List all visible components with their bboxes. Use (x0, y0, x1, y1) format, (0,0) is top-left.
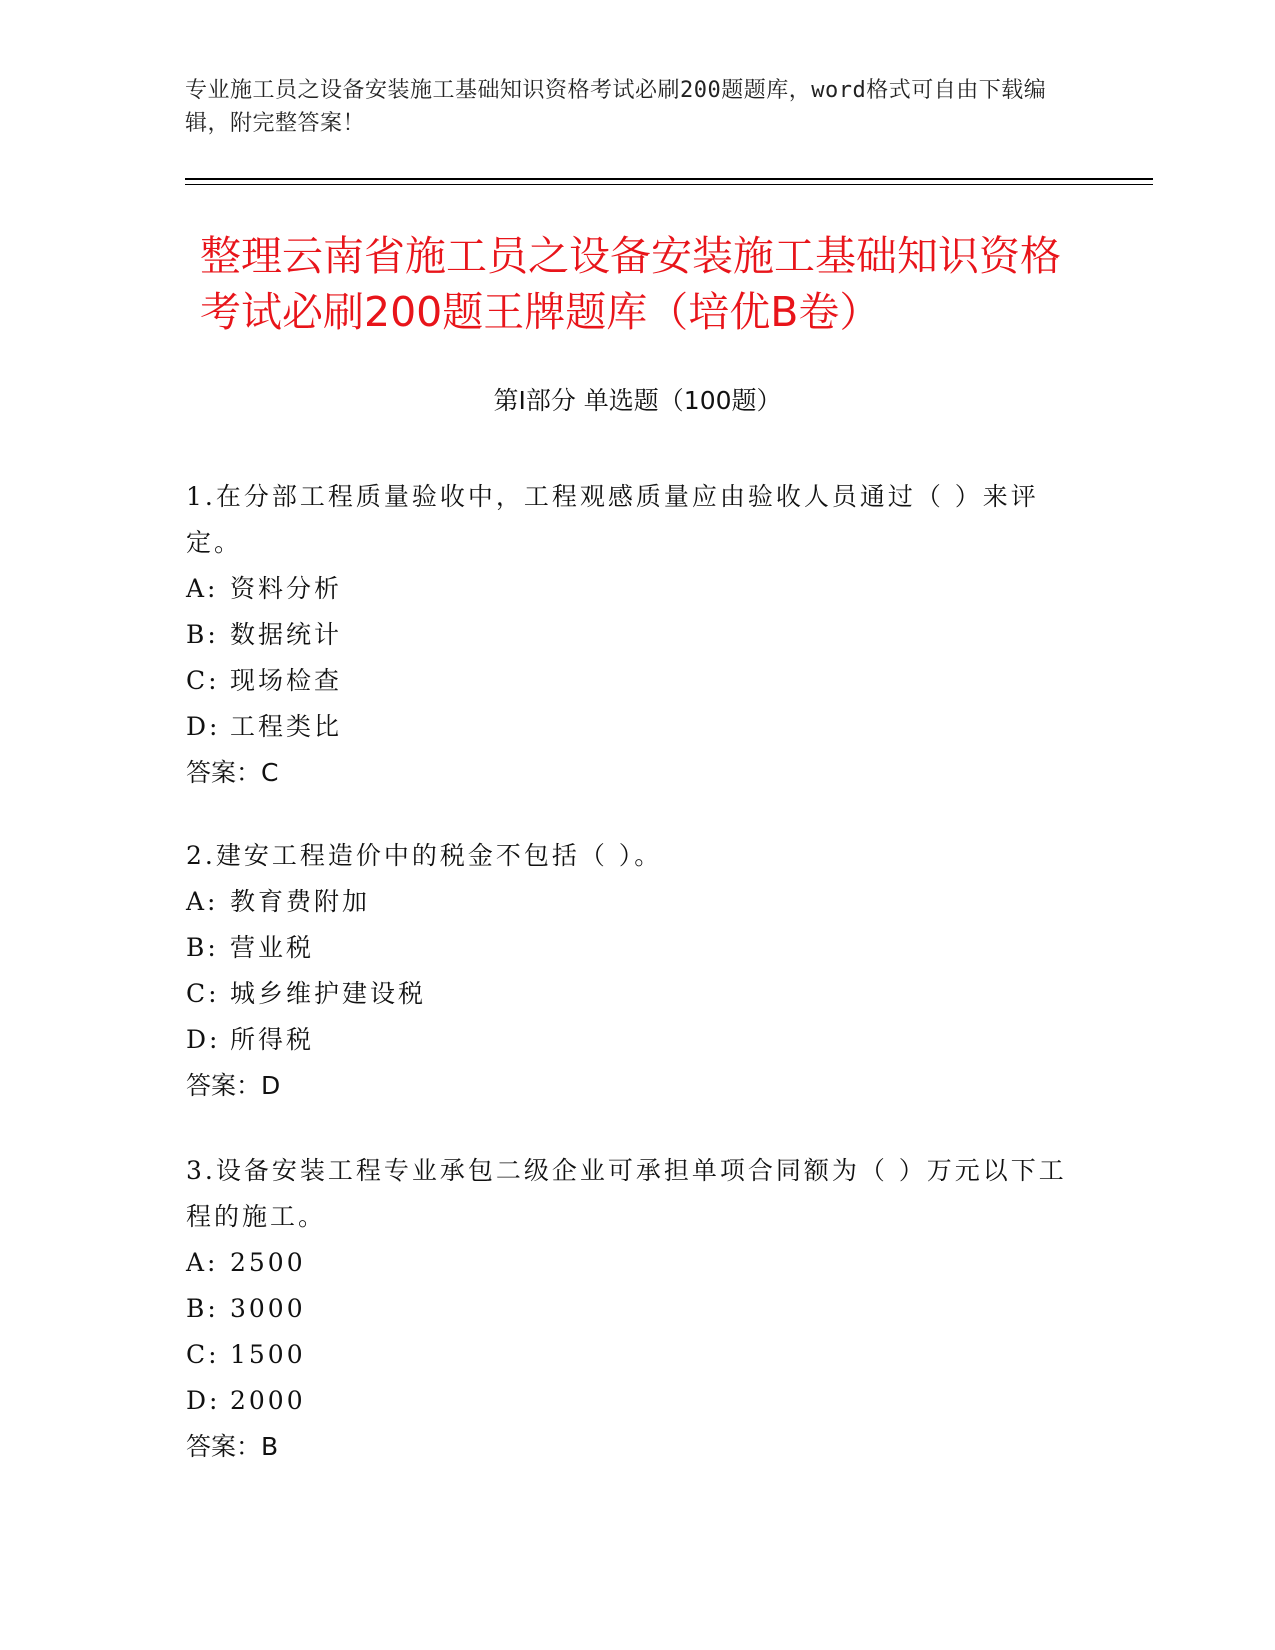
option-d (186, 1378, 1086, 1424)
option-text: 资料分析 (230, 574, 343, 603)
option-letter: C: (186, 666, 220, 695)
option-letter: B: (186, 1294, 219, 1323)
document-title: 整理云南省施工员之设备安装施工基础知识资格考试必刷200题王牌题库（培优B卷） (200, 232, 1061, 336)
question-stem: 3.设备安装工程专业承包二级企业可承担单项合同额为（ ）万元以下工程的施工。 (186, 1156, 1067, 1231)
option-text: 工程类比 (230, 712, 343, 741)
option-text: 1500 (230, 1340, 306, 1369)
option-text: 2500 (230, 1248, 306, 1277)
option-text: 数据统计 (230, 620, 343, 649)
question-3 (186, 1148, 1086, 1470)
header-divider-thick (185, 178, 1153, 180)
option-text: 2000 (230, 1386, 306, 1415)
option-c (186, 1332, 1086, 1378)
option-letter: A: (186, 1248, 219, 1277)
option-c (186, 971, 1086, 1017)
option-letter: A: (186, 574, 219, 603)
answer-line: 答案：D (186, 1071, 281, 1100)
option-text: 城乡维护建设税 (230, 979, 427, 1008)
option-b (186, 925, 1086, 971)
option-letter: A: (186, 887, 219, 916)
option-letter: D: (186, 1386, 221, 1415)
option-d (186, 1017, 1086, 1063)
question-stem: 1.在分部工程质量验收中，工程观感质量应由验收人员通过（ ）来评定。 (186, 482, 1039, 557)
option-text: 所得税 (230, 1025, 315, 1054)
option-d (186, 704, 1086, 750)
option-letter: C: (186, 1340, 220, 1369)
header-note: 专业施工员之设备安装施工基础知识资格考试必刷200题题库，word格式可自由下载编辑，附完整答案！ (185, 78, 1047, 136)
option-text: 教育费附加 (230, 887, 371, 916)
option-c (186, 658, 1086, 704)
option-text: 现场检查 (230, 666, 343, 695)
option-a (186, 879, 1086, 925)
answer-line: 答案：B (186, 1432, 279, 1461)
option-text: 营业税 (230, 933, 315, 962)
option-letter: D: (186, 712, 221, 741)
option-letter: C: (186, 979, 220, 1008)
option-b (186, 612, 1086, 658)
option-text: 3000 (230, 1294, 306, 1323)
answer-line: 答案：C (186, 758, 279, 787)
option-a (186, 1240, 1086, 1286)
section-heading: 第I部分 单选题（100题） (493, 386, 782, 415)
question-2 (186, 833, 1086, 1109)
option-letter: B: (186, 620, 219, 649)
question-1 (186, 474, 1086, 796)
option-letter: D: (186, 1025, 221, 1054)
header-divider-thin (185, 184, 1153, 185)
option-a (186, 566, 1086, 612)
question-stem: 2.建安工程造价中的税金不包括（ ）。 (186, 841, 663, 870)
option-b (186, 1286, 1086, 1332)
option-letter: B: (186, 933, 219, 962)
